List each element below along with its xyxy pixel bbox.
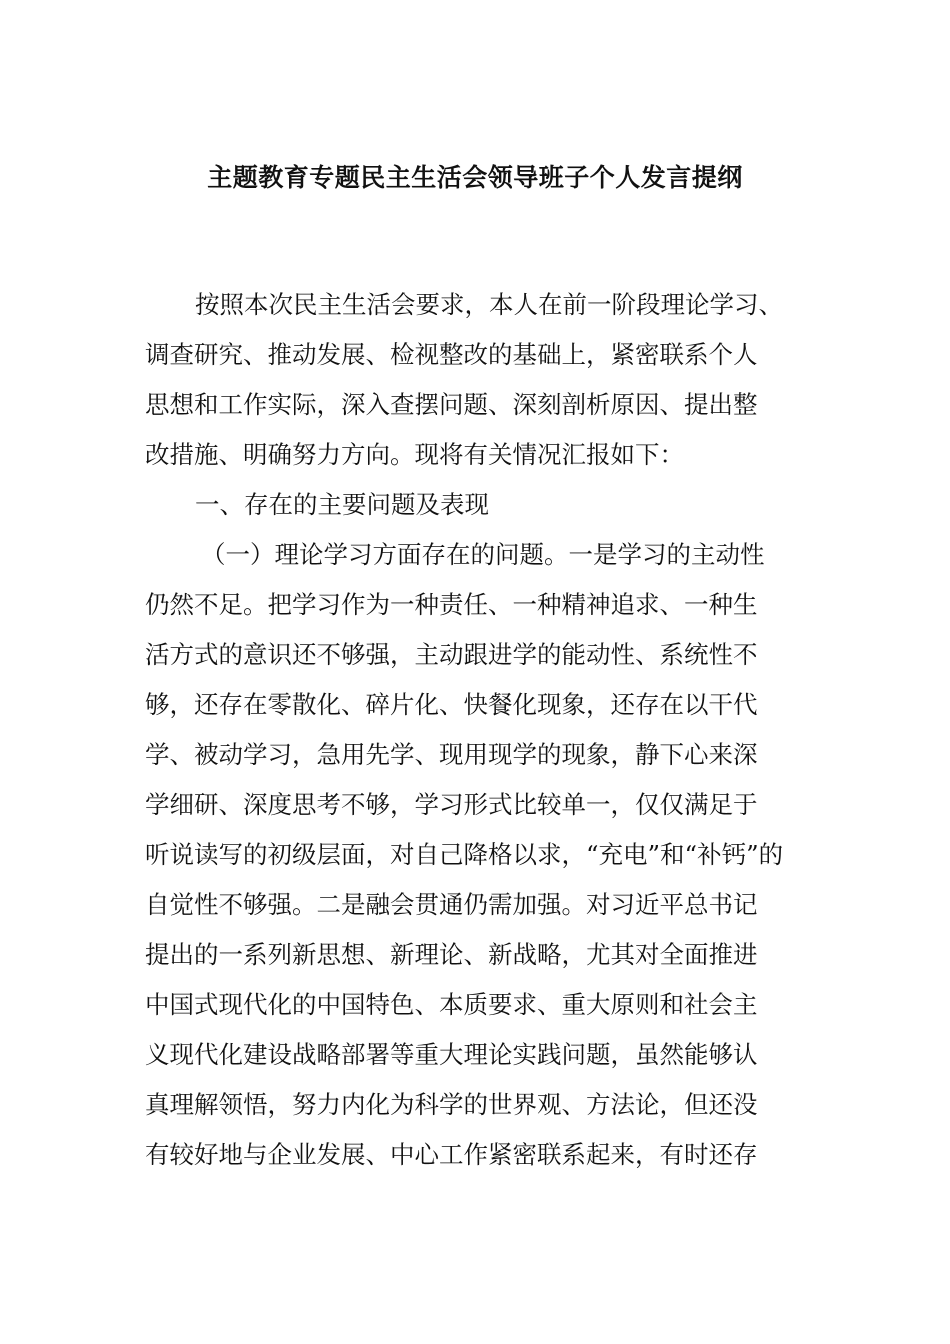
paragraph-line: 活方式的意识还不够强，主动跟进学的能动性、系统性不 [145, 640, 758, 669]
paragraph-line: 义现代化建设战略部署等重大理论实践问题，虽然能够认 [145, 1040, 758, 1069]
paragraph-line: （一）理论学习方面存在的问题。一是学习的主动性 [201, 540, 765, 569]
paragraph-line: 真理解领悟，努力内化为科学的世界观、方法论，但还没 [145, 1090, 758, 1119]
paragraph-line: 按照本次民主生活会要求，本人在前一阶段理论学习、 [195, 290, 783, 319]
paragraph-line: 自觉性不够强。二是融会贯通仍需加强。对习近平总书记 [145, 890, 758, 919]
paragraph-line: 思想和工作实际，深入查摆问题、深刻剖析原因、提出整 [145, 390, 758, 419]
paragraph-line: 有较好地与企业发展、中心工作紧密联系起来，有时还存 [145, 1140, 758, 1169]
document-title: 主题教育专题民主生活会领导班子个人发言提纲 [207, 163, 743, 192]
paragraph-line: 中国式现代化的中国特色、本质要求、重大原则和社会主 [145, 990, 758, 1019]
paragraph-line: 学细研、深度思考不够，学习形式比较单一，仅仅满足于 [145, 790, 758, 819]
paragraph-line: 改措施、明确努力方向。现将有关情况汇报如下： [145, 440, 684, 469]
document-body [145, 280, 810, 1180]
paragraph-line: 提出的一系列新思想、新理论、新战略，尤其对全面推进 [145, 940, 758, 969]
paragraph-line: 听说读写的初级层面，对自己降格以求，“充电”和“补钙”的 [145, 840, 784, 869]
paragraph-line: 学、被动学习，急用先学、现用现学的现象，静下心来深 [145, 740, 758, 769]
paragraph-line: 仍然不足。把学习作为一种责任、一种精神追求、一种生 [145, 590, 758, 619]
paragraph-line: 够，还存在零散化、碎片化、快餐化现象，还存在以干代 [145, 690, 758, 719]
section-heading: 一、存在的主要问题及表现 [195, 490, 489, 519]
paragraph-line: 调查研究、推动发展、检视整改的基础上，紧密联系个人 [145, 340, 758, 369]
